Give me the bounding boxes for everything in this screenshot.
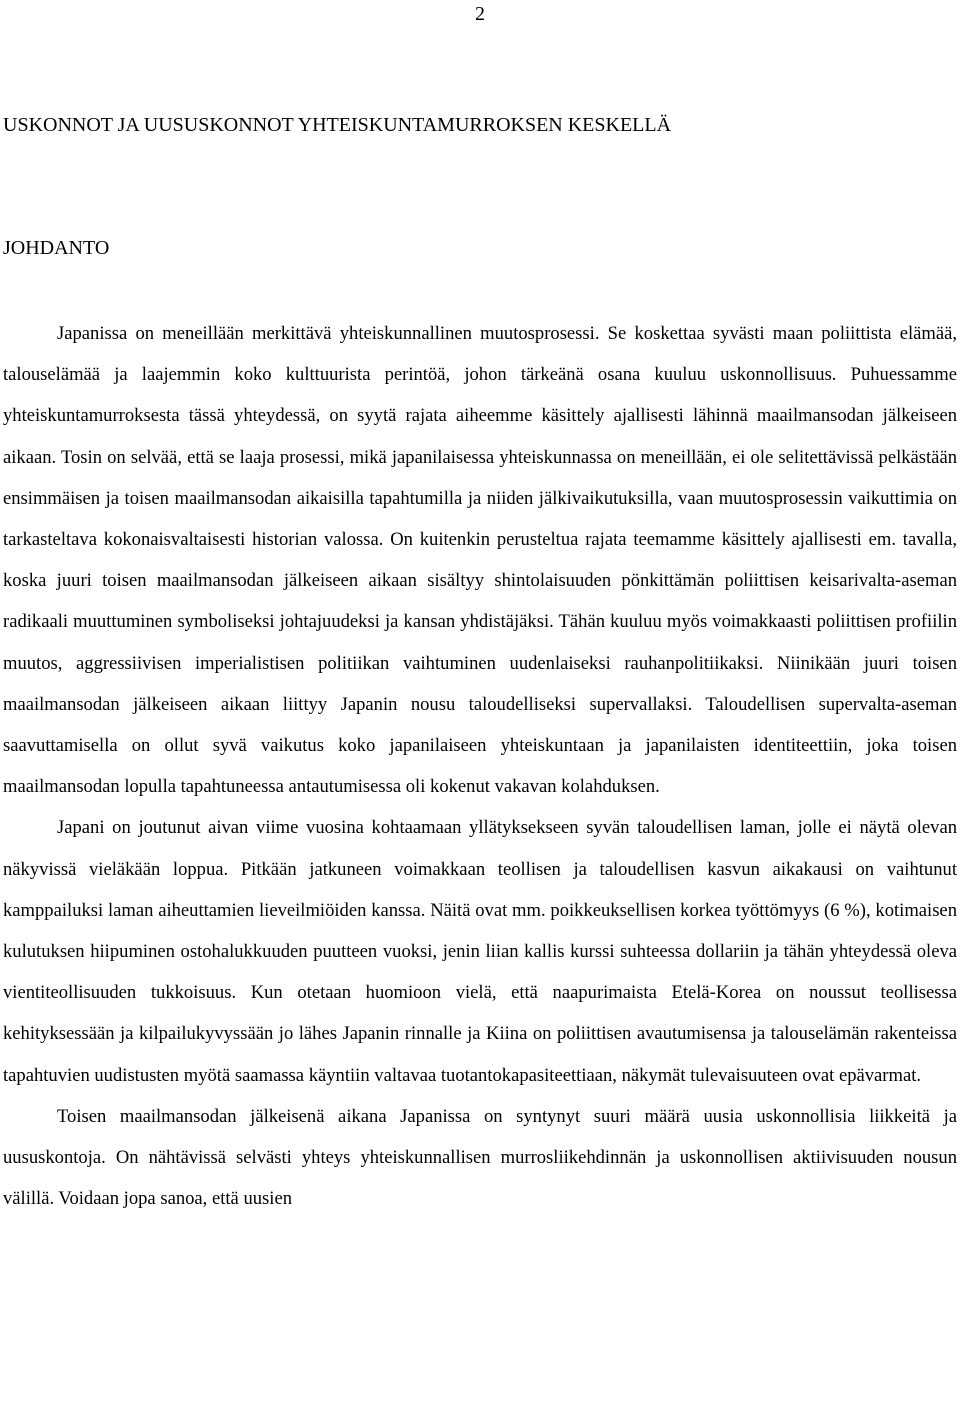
paragraph-intro: Japanissa on meneillään merkittävä yhteiskunnallinen muutosprosessi. Se koskettaa syvästi maan poliittista elämää, talouselämää ja laajemmin koko kulttuurista perintöä, johon tärkeänä osana kuuluu uskonnollisuus. Puhuessamme yhteiskuntamurroksesta tässä yhteydessä, on syytä rajata aiheemme käsittely ajallisesti lähinnä maailmansodan jälkeiseen aikaan. Tosin on selvää, että se laaja prosessi, mikä japanilaisessa yhteiskunnassa on meneillään, ei ole selitettävissä pelkästään ensimmäisen ja toisen maailmansodan aikaisilla tapahtumilla ja niiden jälkivaikutuksilla, vaan muutosprosessin vaikuttimia on tarkasteltava kokonaisvaltaisesti historian valossa. On kuitenkin perusteltua rajata teemamme käsittely ajallisesti em. tavalla, koska juuri toisen maailmansodan jälkeiseen aikaan sisältyy shintolaisuuden pönkittämän poliittisen keisarivalta-aseman radikaali muuttuminen symboliseksi johtajuudeksi ja kansan yhdistäjäksi. Tähän kuuluu myös voimakkaasti poliittisen profiilin muutos, aggressiivisen imperialistisen politiikan vaihtuminen uudenlaiseksi rauhanpolitiikaksi. Niinikään juuri toisen maailmansodan jälkeiseen aikaan liittyy Japanin nousu taloudelliseksi supervallaksi. Taloudellisen supervalta-aseman saavuttamisella on ollut syvä vaikutus koko japanilaiseen yhteiskuntaan ja japanilaisten identiteettiin, joka toisen maailmansodan lopulla tapahtuneessa antautumisessa oli kokenut vakavan kolahduksen. — [3, 323, 957, 798]
body-text — [3, 313, 957, 1219]
paragraph-economy: Japani on joutunut aivan viime vuosina kohtaamaan yllätyksekseen syvän taloudellisen laman, jolle ei näytä olevan näkyvissä vieläkään loppua. Pitkään jatkuneen voimakkaan teollisen ja taloudellisen kasvun aikakausi on vaihtunut kamppailuksi laman aiheuttamien lieveilmiöiden kanssa. Näitä ovat mm. poikkeuksellisen korkea työttömyys (6 %), kotimaisen kulutuksen hiipuminen ostohalukkuuden puutteen vuoksi, jenin liian kallis kurssi suhteessa dollariin ja tähän yhteydessä oleva vientiteollisuuden tukkoisuus. Kun otetaan huomioon vielä, että naapurimaista Etelä-Korea on noussut teollisessa kehityksessään ja kilpailukyvyssään jo lähes Japanin rinnalle ja Kiina on poliittisen avautumisensa ja talouselämän rakenteissa tapahtuvien uudistusten myötä saamassa käyntiin valtavaa tuotantokapasiteettiaan, näkymät tulevaisuuteen ovat epävarmat. — [3, 817, 957, 1086]
section-heading: JOHDANTO — [3, 237, 110, 259]
document-title: USKONNOT JA UUSUSKONNOT YHTEISKUNTAMURROKSEN KESKELLÄ — [3, 114, 672, 136]
page-number: 2 — [475, 3, 485, 25]
paragraph-religions: Toisen maailmansodan jälkeisenä aikana Japanissa on syntynyt suuri määrä uusia uskonnollisia liikkeitä ja uususkontoja. On nähtävissä selvästi yhteys yhteiskunnallisen murrosliikehdinnän ja uskonnollisen aktiivisuuden nousun välillä. Voidaan jopa sanoa, että uusien — [3, 1105, 957, 1210]
